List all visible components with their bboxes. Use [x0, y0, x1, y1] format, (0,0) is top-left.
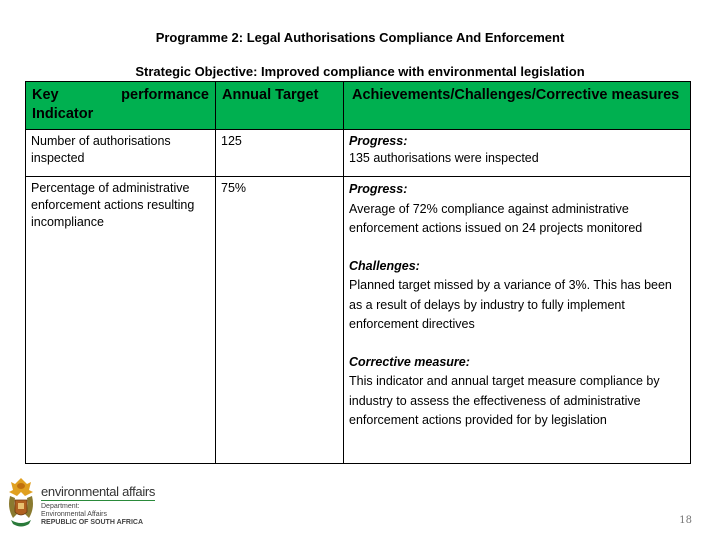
table-row — [26, 177, 691, 464]
target-cell: 125 — [216, 130, 344, 177]
logo-line1: Department: — [41, 503, 80, 510]
logo-line2: Environmental Affairs — [41, 511, 108, 518]
challenges-label: Challenges: — [349, 258, 420, 273]
progress-text: 135 authorisations were inspected — [349, 151, 539, 165]
corrective-label: Corrective measure: — [349, 354, 470, 369]
progress-text: Average of 72% compliance against administrative enforcement actions issued on 24 projects monitored — [349, 201, 643, 235]
header-kpi-word1: Key — [32, 87, 59, 103]
target-cell: 75% — [216, 177, 344, 464]
progress-block — [349, 180, 685, 239]
page-number: 18 — [679, 515, 692, 526]
header-kpi — [26, 82, 216, 130]
corrective-text: This indicator and annual target measure compliance by industry to assess the effectiveness of administrative enforcement actions provided for by legislation — [349, 374, 660, 427]
challenges-text: Planned target missed by a variance of 3%. This has been as a result of delays by industry to fully implement enforcement directives — [349, 278, 672, 331]
table-row — [26, 130, 691, 177]
progress-label: Progress: — [349, 134, 408, 148]
header-achievements: Achievements/Challenges/Corrective measures — [344, 82, 691, 130]
department-logo — [41, 484, 155, 527]
kpi-table — [25, 81, 691, 464]
achievement-cell — [344, 130, 691, 177]
header-kpi-word3: Indicator — [32, 106, 94, 122]
logo-line3: REPUBLIC OF SOUTH AFRICA — [41, 519, 144, 526]
challenges-block — [349, 257, 685, 335]
progress-label: Progress: — [349, 182, 408, 196]
indicator-cell: Number of authorisations inspected — [26, 130, 216, 177]
header-annual-target: Annual Target — [216, 82, 344, 130]
header-kpi-word2: performance — [121, 87, 209, 103]
indicator-cell: Percentage of administrative enforcement actions resulting incompliance — [26, 177, 216, 464]
strategic-objective: Strategic Objective: Improved compliance with environmental legislation — [135, 64, 585, 79]
corrective-block — [349, 353, 685, 431]
achievement-cell — [344, 177, 691, 464]
table-header-row — [26, 82, 691, 130]
programme-title: Programme 2: Legal Authorisations Compliance And Enforcement — [155, 30, 565, 45]
logo-name: environmental affairs — [41, 484, 156, 499]
